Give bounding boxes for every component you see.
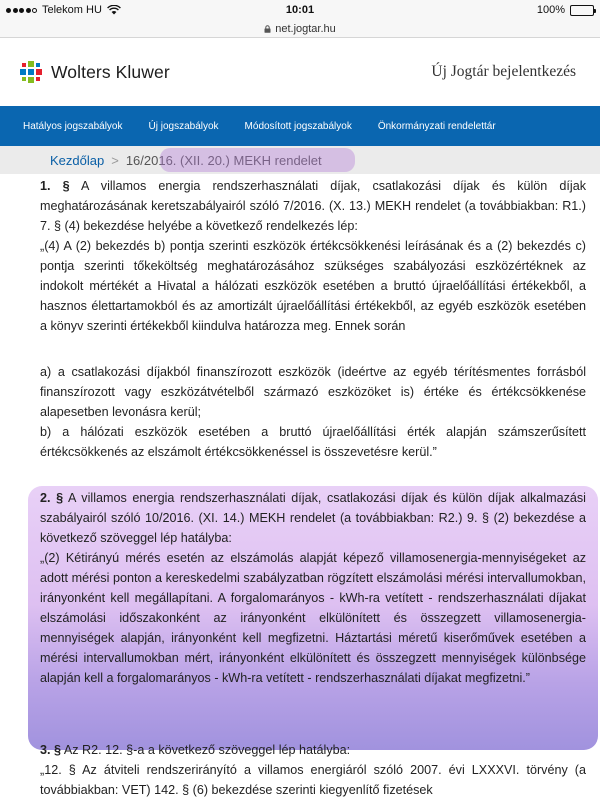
main-nav xyxy=(0,106,600,146)
section-3-text: Az R2. 12. §-a a következő szöveggel lép hatályba: xyxy=(61,743,351,757)
section-2 xyxy=(40,488,586,548)
status-bar xyxy=(0,0,600,20)
breadcrumb-highlighter-mark xyxy=(160,148,355,172)
site-header xyxy=(0,38,600,106)
section-2-quote: „(2) Kétirányú mérés esetén az elszámolás alapját képező villamosenergia-mennyiségeket az adott mérési ponton a kereskedelmi szabályzatban rögzített elszámolási mérési intervallumokban, irányonként kell megállapítani. A forgalomarányos - kWh-ra vetített - rendszerhasználati díjakat elszámolási időszakonként az irányonként elkülönített és összegzett villamosenergia-mennyiségek alapján, irányonként kell megfizetni. Háztartási méretű kiserőművek esetében a mérési intervallumokban mért, irányonként elkülönített és összegzett mennyiségek különbsége alapján kell a forgalomarányos - kWh-ra vetített - rendszerhasználati díjakat megfizetni.” xyxy=(40,551,586,685)
section-1 xyxy=(40,176,586,236)
section-3-quote: „12. § Az átviteli rendszerirányító a villamos energiáról szóló 2007. évi LXXXVI. törvény (a továbbiakban: VET) 142. § (6) bekezdése szerinti kiegyenlítő fizetések xyxy=(40,763,586,797)
breadcrumb-separator: > xyxy=(111,152,119,168)
section-2-number: 2. § xyxy=(40,491,64,505)
brand-name: Wolters Kluwer xyxy=(51,61,170,82)
nav-item-onkormanyzati[interactable]: Önkormányzati rendelettár xyxy=(377,120,496,132)
section-1-point-b: b) a hálózati eszközök esetében a bruttó újraelőállítási érték alapján számszerűsített értékcsökkenés az elszámolt értékcsökkenéssel is összevetésre kerül.” xyxy=(40,425,586,459)
section-1-quote: „(4) A (2) bekezdés b) pontja szerinti eszközök értékcsökkenési leírásának és a (2) bekezdés c) pontja szerinti tőkeköltség meghatározásához szükséges szabályozási eszközértéknek az indokolt mértékét a Hivatal a hálózati eszközök esetében a bruttó újraelőállítási értékekből, a hasznos élettartamokból és az amortizált újraelőállítási értékekből, az egyéb eszközök esetében a könyv szerinti értékekből kiindulva határozza meg. Ennek során xyxy=(40,239,586,333)
login-link[interactable]: Új Jogtár bejelentkezés xyxy=(431,63,576,80)
wifi-icon xyxy=(107,5,121,15)
carrier-label: Telekom HU xyxy=(42,4,102,16)
lock-icon xyxy=(264,25,271,33)
breadcrumb-current: 16/2016. (XII. 20.) MEKH rendelet xyxy=(125,152,322,168)
section-1-number: 1. § xyxy=(40,179,70,193)
nav-item-uj[interactable]: Új jogszabályok xyxy=(148,120,219,132)
brand-logo[interactable] xyxy=(20,61,170,83)
status-right xyxy=(394,4,594,16)
section-2-text: A villamos energia rendszerhasználati díjak, csatlakozási díjak és külön díjak alkalmazási szabályairól szóló 10/2016. (XI. 14.) MEKH rendelet (a továbbiakban: R2.) 9. § (2) bekezdése a következő szöveggel lép hatályba: xyxy=(40,491,586,545)
nav-item-hatalyos[interactable]: Hatályos jogszabályok xyxy=(23,120,123,132)
document-body xyxy=(0,174,600,800)
address-bar[interactable] xyxy=(0,20,600,38)
status-left xyxy=(6,4,206,16)
section-1-text: A villamos energia rendszerhasználati díjak, csatlakozási díjak és külön díjak meghatározásának keretszabályairól szóló 7/2016. (X. 13.) MEKH rendelet (a továbbiakban: R1.) 7. § (4) bekezdése helyébe a következő rendelkezés lép: xyxy=(40,179,587,233)
breadcrumb-home-link[interactable]: Kezdőlap xyxy=(50,152,105,168)
section-3-number: 3. § xyxy=(40,743,62,757)
signal-strength-icon xyxy=(6,8,37,13)
section-3 xyxy=(40,740,586,760)
wolters-kluwer-logo-icon xyxy=(20,61,42,83)
section-1-point-a: a) a csatlakozási díjakból finanszírozott eszközök (ideértve az egyéb térítésmentes forrásból finanszírozott vagy eszközátvételből származó eszközöket is) értéke és értékcsökkenése alapesetben levonásra kerül; xyxy=(40,365,586,419)
status-time: 10:01 xyxy=(285,4,315,16)
nav-item-modositott[interactable]: Módosított jogszabályok xyxy=(244,120,352,132)
battery-percent: 100% xyxy=(536,4,565,16)
url-text: net.jogtar.hu xyxy=(275,22,336,35)
battery-icon xyxy=(570,5,594,16)
